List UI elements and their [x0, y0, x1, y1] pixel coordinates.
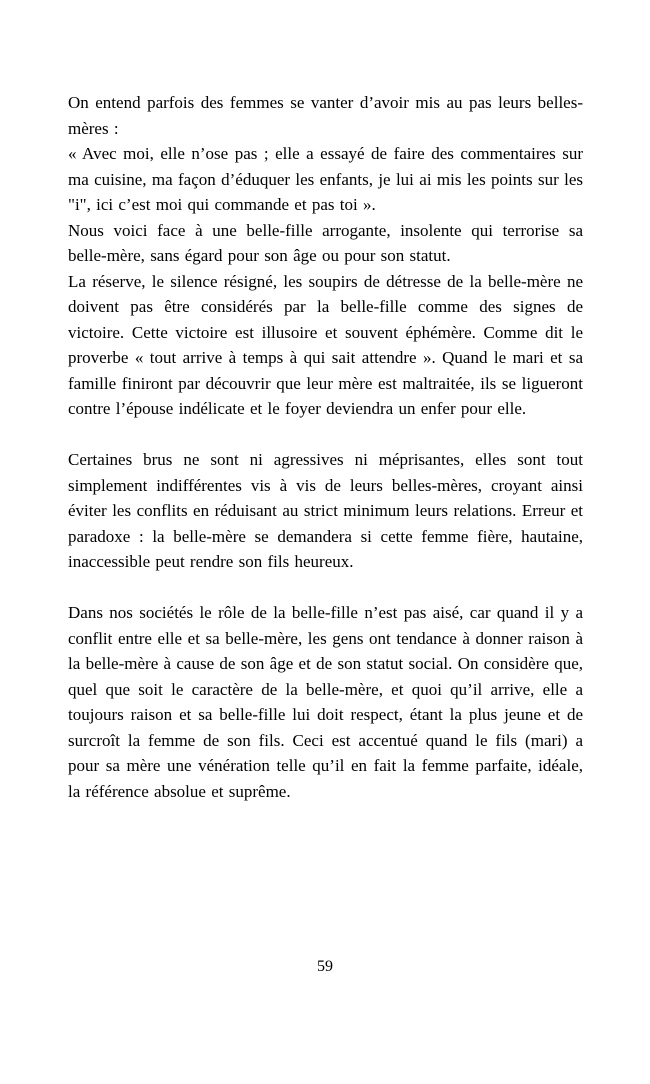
paragraph: Nous voici face à une belle-fille arrogante, insolente qui terrorise sa belle-mère, sans égard pour son âge ou pour son statut. — [68, 220, 583, 265]
paragraph: La réserve, le silence résigné, les soupirs de détresse de la belle-mère ne doivent pas être considérés par la belle-fille comme des signes de victoire. Cette victoire est illusoire et souvent éphémère. Comme dit le proverbe « tout arrive à temps à qui sait attendre ». Quand le mari et sa famille finiront par découvrir que leur mère est maltraitée, ils se ligueront contre l’épouse indélicate et le foyer deviendra un enfer pour elle. — [68, 271, 583, 418]
page-number: 59 — [317, 958, 333, 975]
paragraph: Certaines brus ne sont ni agressives ni méprisantes, elles sont tout simplement indifférentes vis à vis de leurs belles-mères, croyant ainsi éviter les conflits en réduisant au strict minimum leurs relations. Erreur et paradoxe : la belle-mère se demandera si cette femme fière, hautaine, inaccessible peut rendre son fils heureux. — [68, 450, 583, 571]
paragraph: « Avec moi, elle n’ose pas ; elle a essayé de faire des commentaires sur ma cuisine, ma façon d’éduquer les enfants, je lui ai mis les points sur les "i", ici c’est moi qui commande et pas toi ». — [68, 144, 583, 214]
paragraph: On entend parfois des femmes se vanter d’avoir mis au pas leurs belles-mères : — [68, 93, 583, 138]
body-text — [68, 90, 583, 804]
paragraph: Dans nos sociétés le rôle de la belle-fille n’est pas aisé, car quand il y a conflit entre elle et sa belle-mère, les gens ont tendance à donner raison à la belle-mère à cause de son âge et de son statut social. On considère que, quel que soit le caractère de la belle-mère, et quoi qu’il arrive, elle a toujours raison et sa belle-fille lui doit respect, étant la plus jeune et de surcroît la femme de son fils. Ceci est accentué quand le fils (mari) a pour sa mère une vénération telle qu’il en fait la femme parfaite, idéale, la référence absolue et suprême. — [68, 603, 583, 801]
